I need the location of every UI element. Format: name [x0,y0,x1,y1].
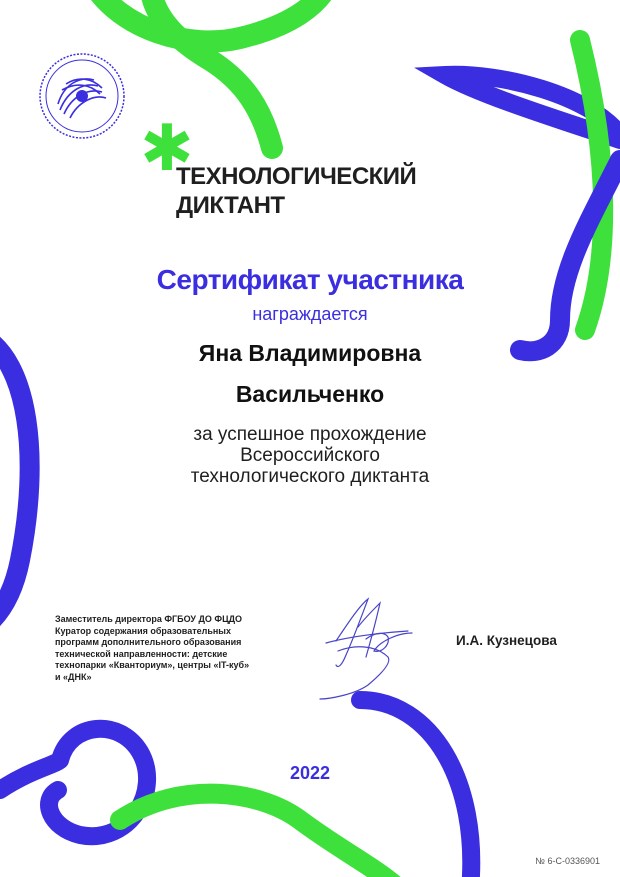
green-ribbon-bottom [120,794,400,877]
brand-title-line1: ТЕХНОЛОГИЧЕСКИЙ [176,163,417,190]
blue-ribbon-bottom-right [360,700,471,877]
certificate-number: № 6-C-0336901 [535,856,600,866]
award-reason-line: за успешное прохождение [193,424,427,445]
recipient-name-last: Васильченко [235,381,385,407]
institution-seal-icon [36,50,128,142]
certificate-year: 2022 [289,763,331,783]
certificate-title: Сертификат участника [156,264,464,295]
signatory-title-line: программ дополнительного образования [55,637,242,647]
signatory-title-line: технопарки «Кванториум», центры «IT-куб» [55,660,250,670]
signatory-title-line: технической направленности: детские [55,648,228,659]
signatory-title-line: Куратор содержания образовательных [55,625,231,636]
signatory-title [55,614,295,683]
recipient-name-first: Яна Владимировна [198,340,422,366]
brand-title [176,162,476,220]
award-reason-line: технологического диктанта [190,466,430,487]
signature-icon [318,593,418,701]
blue-ribbon-left [0,335,30,630]
signatory-name: И.А. Кузнецова [456,633,557,648]
awarded-label: награждается [252,304,368,324]
award-reason [100,424,520,487]
award-reason-line: Всероссийского [240,445,380,466]
green-ribbon-top [92,0,330,41]
asterisk-icon: ✱ [140,112,194,184]
signatory-title-line: и «ДНК» [55,671,92,682]
brand-title-line2: ДИКТАНТ [176,192,285,219]
signatory-title-line: Заместитель директора ФГБОУ ДО ФЦДО [55,614,243,624]
